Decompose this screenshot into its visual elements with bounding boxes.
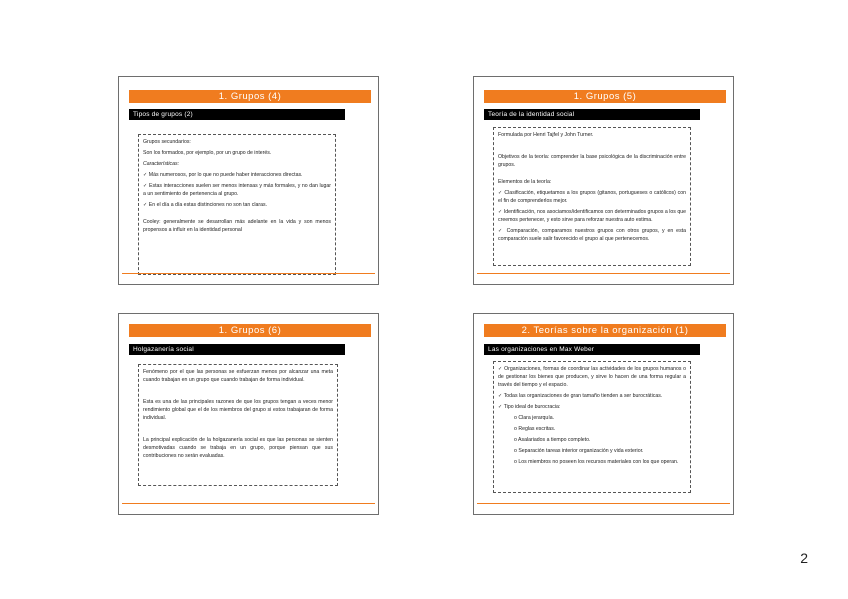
orange-rule xyxy=(477,273,730,274)
slide-teorias-organizacion-1 xyxy=(473,313,734,515)
paragraph: Esta es una de las principales razones de que los grupos tengan a veces menor rendimiento global que el de los miembros del grupo si estos trabajaran de forma individual. xyxy=(143,399,333,421)
paragraph: ✓ Comparación, comparamos nuestros grupos con otros grupos, y en esta comparación suele salir favorecido el grupo al que pertenecemos. xyxy=(498,228,686,242)
list-item: o Clara jerarquía. xyxy=(514,414,686,422)
orange-rule xyxy=(122,273,375,274)
paragraph: ✓ Estas interacciones suelen ser menos intensas y más formales, y no dan lugar a un sentimiento de pertenencia al grupo. xyxy=(143,183,331,197)
paragraph: La principal explicación de la holgazanería social es que las personas se sienten desmotivadas cuando se trabaja en un grupo, porque piensan que sus contribuciones no serán evaluadas. xyxy=(143,437,333,459)
slide-title: 1. Grupos (4) xyxy=(129,90,371,103)
paragraph: Objetivos de la teoría: comprender la base psicológica de la discriminación entre grupos. xyxy=(498,154,686,168)
slide-subtitle: Tipos de grupos (2) xyxy=(129,109,345,120)
paragraph: Grupos secundarios: xyxy=(143,139,191,145)
paragraph: Cooley: generalmente se desarrollan más adelante en la vida y son menos propensos a influir en la identidad personal xyxy=(143,219,331,233)
paragraph: ✓ Organizaciones, formas de coordinar las actividades de los grupos humanos o de gestionar los bienes que producen, y sirve lo hacen de una forma regular a través del tiempo y el espacio. xyxy=(498,366,686,388)
slide-title: 1. Grupos (5) xyxy=(484,90,726,103)
bureaucracy-list xyxy=(498,414,686,466)
paragraph: ✓ En el día a día estas distinciones no son tan claras. xyxy=(143,202,268,208)
orange-rule xyxy=(122,503,375,504)
paragraph: ✓ Tipo ideal de burocracia: xyxy=(498,404,561,410)
slide-subtitle: Las organizaciones en Max Weber xyxy=(484,344,700,355)
orange-rule xyxy=(477,503,730,504)
paragraph: ✓ Más numerosos, por lo que no puede haber interacciones directas. xyxy=(143,172,303,178)
slide-title: 1. Grupos (6) xyxy=(129,324,371,337)
paragraph: Formulada por Henri Tajfel y John Turner. xyxy=(498,132,594,138)
page-number: 2 xyxy=(800,550,808,566)
slide-content xyxy=(138,134,336,275)
slide-grupos-6 xyxy=(118,313,379,515)
paragraph: ✓ Identificación, nos asociamos/identificamos con determinados grupos a los que creemos pertenecer, y esto sirve para reforzar nuestra auto estima. xyxy=(498,209,686,223)
slide-title: 2. Teorías sobre la organización (1) xyxy=(484,324,726,337)
slide-subtitle: Holgazanería social xyxy=(129,344,345,355)
slide-grupos-4 xyxy=(118,76,379,285)
slide-grupos-5 xyxy=(473,76,734,285)
paragraph: ✓ Clasificación, etiquetamos a los grupos (gitanos, portugueses o católicos) con el fin de comprenderlos mejor. xyxy=(498,190,686,204)
slide-content xyxy=(138,364,338,486)
list-item: o Reglas escritas. xyxy=(514,425,686,433)
list-item: o Separación tareas interior organización y vida exterior. xyxy=(514,447,686,455)
paragraph: Elementos de la teoría: xyxy=(498,179,552,185)
paragraph: Fenómeno por el que las personas se esfuerzan menos por alcanzar una meta cuando trabajan en un grupo que cuando trabajan de forma individual. xyxy=(143,369,333,383)
slide-subtitle: Teoría de la identidad social xyxy=(484,109,700,120)
paragraph: Características: xyxy=(143,161,180,167)
slide-content xyxy=(493,127,691,266)
list-item: o Asalariados a tiempo completo. xyxy=(514,436,686,444)
list-item: o Los miembros no poseen los recursos materiales con los que operan. xyxy=(514,458,686,466)
slide-content xyxy=(493,361,691,493)
paragraph: ✓ Todas las organizaciones de gran tamaño tienden a ser burocráticas. xyxy=(498,393,663,399)
paragraph: Son los formados, por ejemplo, por un grupo de interés. xyxy=(143,150,272,156)
